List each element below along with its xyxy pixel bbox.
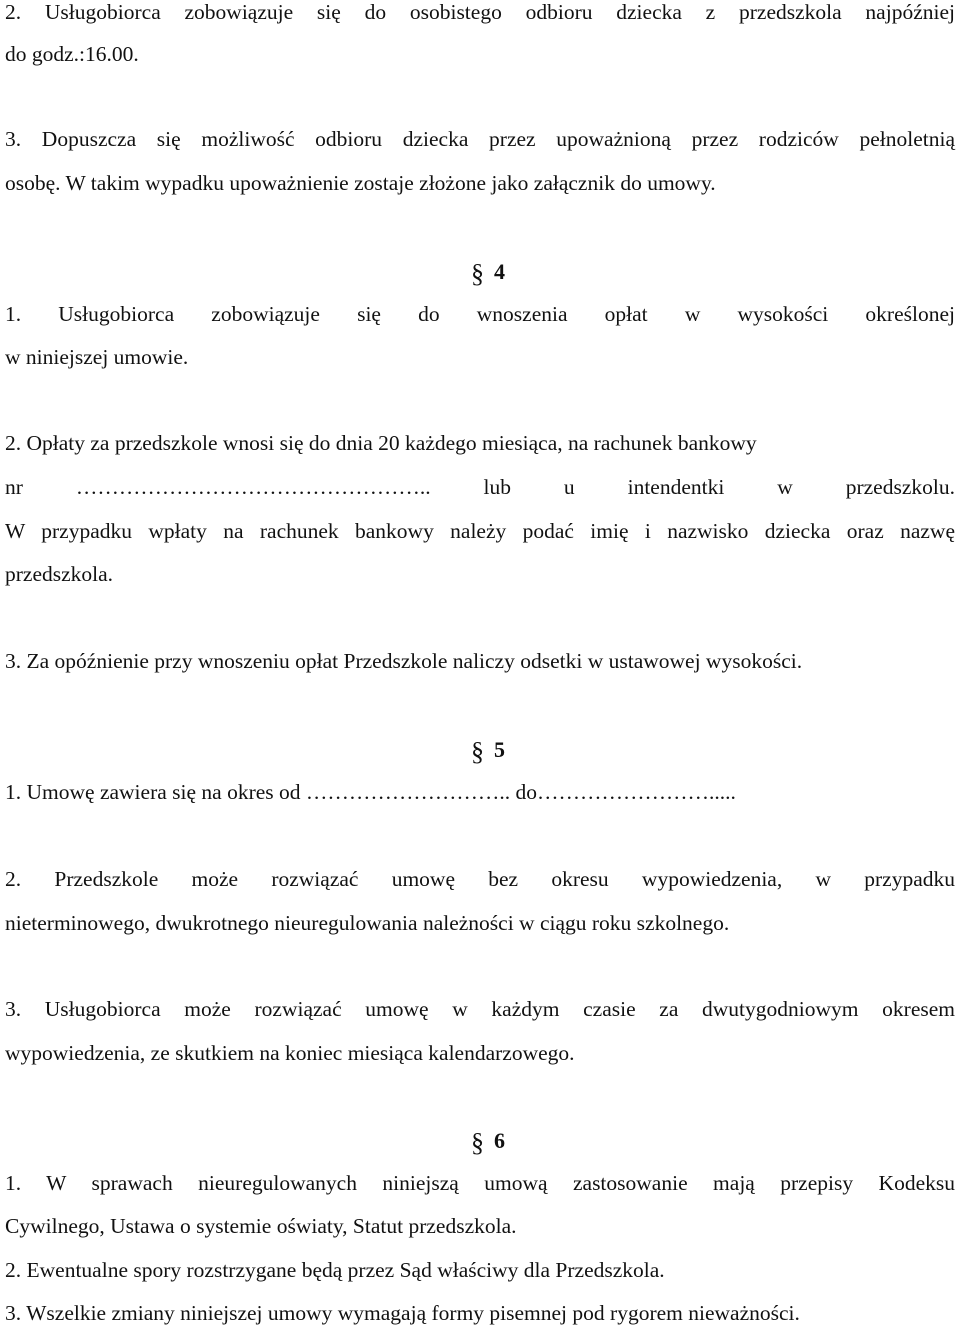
paragraph-line: 2. Przedszkole może rozwiązać umowę bez okresu wypowiedzenia, w przypadku — [5, 867, 955, 891]
paragraph-line: 2. Ewentualne spory rozstrzygane będą przez Sąd właściwy dla Przedszkola. — [5, 1258, 665, 1282]
paragraph-line: W przypadku wpłaty na rachunek bankowy należy podać imię i nazwisko dziecka oraz nazwę — [5, 519, 955, 543]
paragraph-line: 1. Usługobiorca zobowiązuje się do wnoszenia opłat w wysokości określonej — [5, 302, 955, 326]
section-symbol: § — [471, 737, 484, 766]
section-heading-5 — [0, 727, 960, 771]
paragraph-line: 3. Za opóźnienie przy wnoszeniu opłat Przedszkole naliczy odsetki w ustawowej wysokości. — [5, 649, 803, 673]
paragraph-line: w niniejszej umowie. — [5, 345, 189, 369]
section-heading-6 — [0, 1118, 960, 1162]
paragraph-line: 3. Wszelkie zmiany niniejszej umowy wymagają formy pisemnej pod rygorem nieważności. — [5, 1301, 800, 1325]
section-number: 5 — [494, 737, 505, 762]
paragraph-line: Cywilnego, Ustawa o systemie oświaty, Statut przedszkola. — [5, 1214, 517, 1238]
paragraph-line: 2. Opłaty za przedszkole wnosi się do dnia 20 każdego miesiąca, na rachunek bankowy — [5, 431, 757, 455]
paragraph-line: wypowiedzenia, ze skutkiem na koniec miesiąca kalendarzowego. — [5, 1041, 575, 1065]
paragraph-line: do godz.:16.00. — [5, 42, 139, 66]
paragraph-line: 1. W sprawach nieuregulowanych niniejszą umową zastosowanie mają przepisy Kodeksu — [5, 1171, 955, 1195]
paragraph-line: przedszkola. — [5, 562, 114, 586]
paragraph-line: 1. Umowę zawiera się na okres od ……………………….. do……………………..... — [5, 780, 736, 804]
section-symbol: § — [471, 259, 484, 288]
section-heading-4 — [0, 249, 960, 293]
paragraph-line: 3. Usługobiorca może rozwiązać umowę w każdym czasie za dwutygodniowym okresem — [5, 997, 955, 1021]
paragraph-line: 3. Dopuszcza się możliwość odbioru dziecka przez upoważnioną przez rodziców pełnoletnią — [5, 127, 955, 151]
paragraph-line: nieterminowego, dwukrotnego nieuregulowania należności w ciągu roku szkolnego. — [5, 911, 730, 935]
section-number: 4 — [494, 259, 505, 284]
section-symbol: § — [471, 1128, 484, 1157]
section-number: 6 — [494, 1128, 505, 1153]
paragraph-line: 2. Usługobiorca zobowiązuje się do osobistego odbioru dziecka z przedszkola najpóźniej — [5, 0, 955, 24]
paragraph-line: nr ………………………………………….. lub u intendentki w przedszkolu. — [5, 475, 955, 499]
paragraph-line: osobę. W takim wypadku upoważnienie zostaje złożone jako załącznik do umowy. — [5, 171, 716, 195]
